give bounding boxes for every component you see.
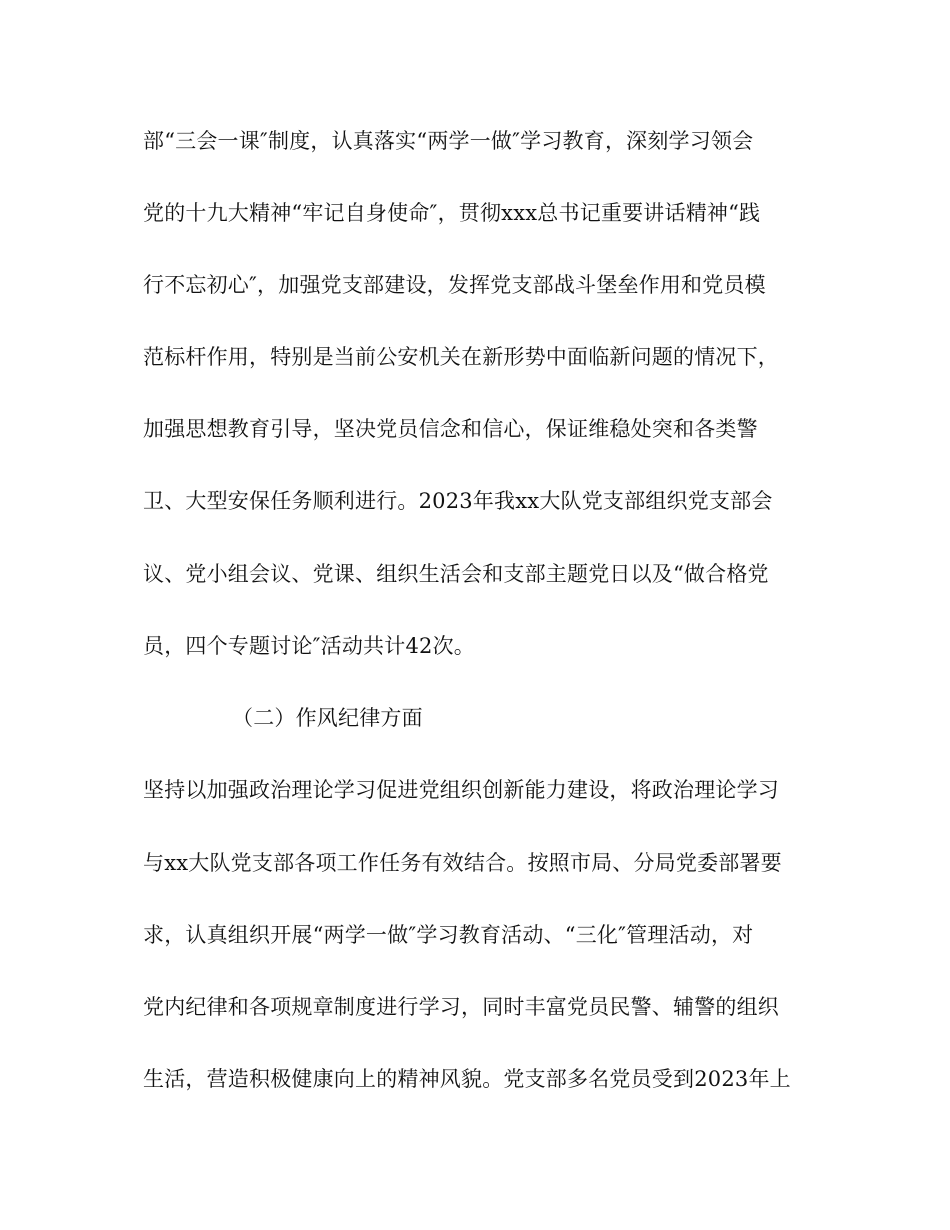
section-heading: （二）作风纪律方面 bbox=[232, 706, 423, 730]
paragraph-line-4: 范标杆作用，特别是当前公安机关在新形势中面临新问题的情况下， bbox=[143, 345, 779, 369]
paragraph2-line-5: 生活，营造积极健康向上的精神风貌。党支部多名党员受到2023年上 bbox=[143, 1067, 791, 1091]
paragraph-line-8: 员，四个专题讨论″活动共计42次。 bbox=[143, 634, 475, 658]
paragraph-line-1: 部“三会一课″制度，认真落实“两学一做″学习教育，深刻学习领会 bbox=[143, 129, 754, 153]
paragraph-line-5: 加强思想教育引导，坚决党员信念和信心，保证维稳处突和各类警 bbox=[143, 417, 758, 441]
paragraph-line-7: 议、党小组会议、党课、组织生活会和支部主题党日以及“做合格党 bbox=[143, 562, 769, 586]
paragraph2-line-4: 党内纪律和各项规章制度进行学习，同时丰富党员民警、辅警的组织 bbox=[143, 995, 779, 1019]
paragraph2-line-1: 坚持以加强政治理论学习促进党组织创新能力建设，将政治理论学习 bbox=[143, 778, 779, 802]
paragraph-line-2: 党的十九大精神“牢记自身使命″，贯彻xxx总书记重要讲话精神“践 bbox=[143, 201, 761, 225]
paragraph-line-6: 卫、大型安保任务顺利进行。2023年我xx大队党支部组织党支部会 bbox=[143, 489, 773, 513]
paragraph2-line-2: 与xx大队党支部各项工作任务有效结合。按照市局、分局党委部署要 bbox=[143, 851, 782, 875]
paragraph2-line-3: 求，认真组织开展“两学一做″学习教育活动、“三化″管理活动，对 bbox=[143, 923, 754, 947]
paragraph-line-3: 行不忘初心″，加强党支部建设，发挥党支部战斗堡垒作用和党员模 bbox=[143, 273, 766, 297]
